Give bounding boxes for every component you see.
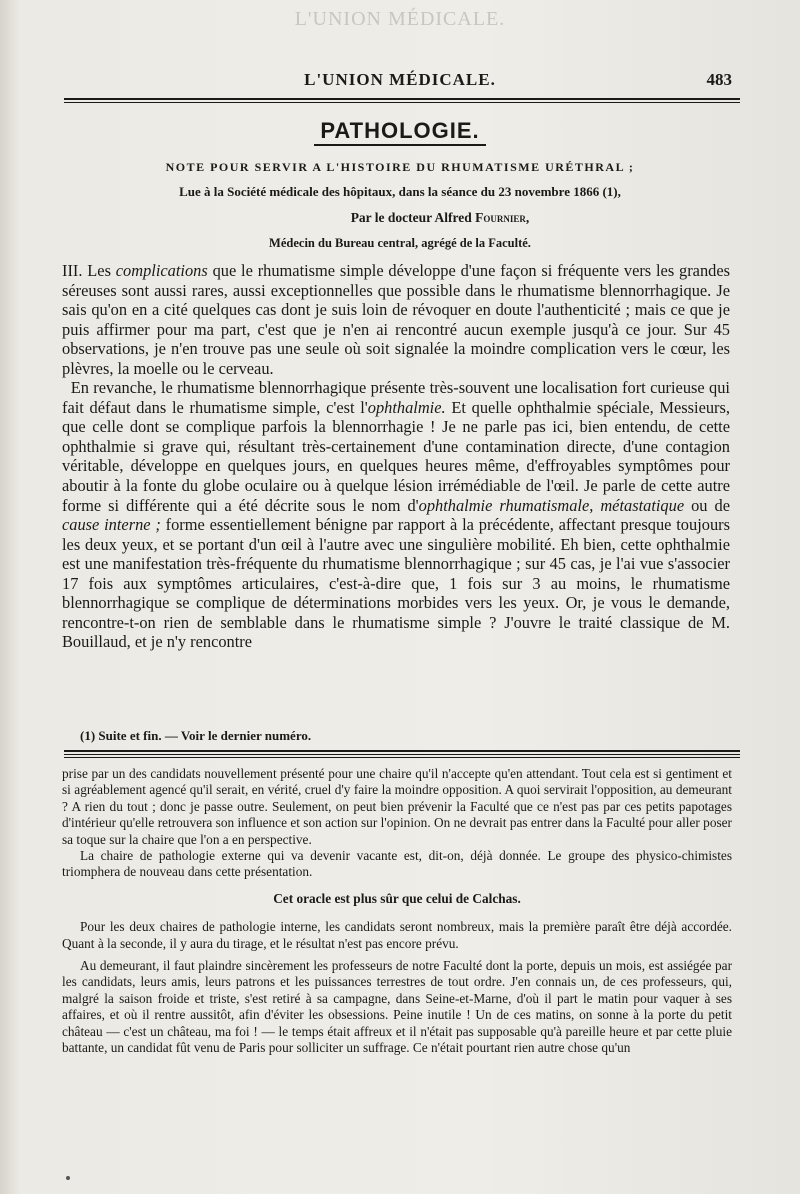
feuilleton-rule — [64, 750, 740, 752]
author-prefix: Par le docteur Alfred — [350, 210, 472, 225]
feuilleton-paragraph: La chaire de pathologie externe qui va devenir vacante est, dit-on, déjà donnée. Le groupe des physico-chimistes triomphera de nouveau dans cette présentation. — [62, 848, 732, 880]
article-body — [62, 261, 730, 652]
feuilleton-rule-thin — [64, 754, 740, 755]
section-heading — [0, 118, 800, 146]
author-line — [60, 210, 780, 226]
footnote: (1) Suite et fin. — Voir le dernier numéro. — [80, 728, 312, 743]
article-paragraph: En revanche, le rhumatisme blennorrhagique présente très-souvent une localisation fort curieuse qui fait défaut dans le rhumatisme simple, c'est l'ophthalmie. Et quelle ophthalmie spéciale, Messieurs, que celle dont se complique parfois la blennorrhagie ! Je ne parle pas ici, bien entendu, de cette ophthalmie si grave qui, résultant très-certainement d'une contamination directe, d'une contagion véritable, développe en quelques jours, en quelques heures même, d'effroyables symptômes pour aboutir à la fonte du globe oculaire ou à quelque lésion irrémédiable de l'œil. Je parle de cette autre forme si différente qui a été décrite sous le nom d'ophthalmie rhumatismale, métastatique ou de cause interne ; forme essentiellement bénigne par rapport à la précédente, affectant presque toujours les deux yeux, et se portant d'un œil à l'autre avec une singulière mobilité. Eh bien, cette ophthalmie est une manifestation très-fréquente du rhumatisme blennorrhagique ; sur 45 cas, je l'ai vue s'associer 17 fois aux symptômes articulaires, c'est-à-dire que, 1 fois sur 3 au moins, le rhumatisme blennorrhagique se complique de déterminations morbides vers les yeux. Or, je vous le demande, rencontre-t-on rien de semblable dans le rhumatisme simple ? J'ouvre le traité classique de M. Bouillaud, et je n'y rencontre — [62, 378, 730, 652]
header-rule — [64, 98, 740, 100]
note-title: NOTE POUR SERVIR A L'HISTOIRE DU RHUMATISME URÉTHRAL ; — [165, 160, 635, 174]
feuilleton-paragraph: prise par un des candidats nouvellement présenté pour une chaire qu'il n'accepte qu'en attendant. Tout cela est si gentiment et si agréablement agencé qu'il serait, en vérité, cruel d'y faire la moindre opposition. A quoi servirait l'opposition, au demeurant ? A rien du tout ; donc je passe outre. Seulement, on peut bien prévenir la Faculté que ce n'est pas par ces petits papotages d'intérieur qu'elle retrouvera son influence et son action sur l'opinion. On ne devrait pas entrer dans la Faculté pour aller poser sa toque sur la chaire que l'on a en perspective. — [62, 766, 732, 847]
print-speck — [66, 1176, 70, 1180]
feuilleton-paragraph: Pour les deux chaires de pathologie interne, les candidats seront nombreux, mais la première paraît être déjà accordée. Quant à la seconde, il y aura du tirage, et le résultat n'est pas encore prévu. — [62, 919, 732, 951]
feuilleton-rule-thin-2 — [64, 757, 740, 758]
section-title: PATHOLOGIE. — [314, 118, 485, 146]
journal-title: L'UNION MÉDICALE. — [304, 70, 496, 89]
author-title: Médecin du Bureau central, agrégé de la Faculté. — [269, 236, 531, 250]
oracle-line: Cet oracle est plus sûr que celui de Calchas. — [273, 890, 521, 906]
read-at-line: Lue à la Société médicale des hôpitaux, dans la séance du 23 novembre 1866 (1), — [179, 184, 621, 199]
feuilleton-paragraph: Au demeurant, il faut plaindre sincèrement les professeurs de notre Faculté dont la porte, depuis un mois, est assiégée par les candidats, leurs amis, leurs patrons et les puissances terrestres de tout ordre. J'en connais un, de ces professeurs, qui, malgré la saison froide et triste, s'est retiré à sa campagne, dans Seine-et-Marne, d'où il part le matin pour vaquer à ses affaires, et où il rentre aussitôt, afin d'éviter les obsessions. Peine inutile ! Un de ces matins, on sonne à la porte du petit château — c'est un château, ma foi ! — le temps était affreux et il n'était pas supposable qu'à pareille heure et par cette pluie battante, un candidat fût venu de Paris pour solliciter un suffrage. Ce n'était pourtant rien autre chose qu'un — [62, 958, 732, 1056]
page-number: 483 — [706, 70, 732, 89]
feuilleton-body — [62, 766, 732, 1057]
article-paragraph: III. Les complications que le rhumatisme simple développe d'une façon si fréquente vers les grandes séreuses sont aussi rares, aussi exceptionnelles que possible dans le rhumatisme blennorrhagique. Je sais qu'on en a cité quelques cas dont je suis loin de révoquer en doute l'authenticité ; mais ce que je puis affirmer pour ma part, c'est que je n'en ai rencontré aucun exemple jusqu'à ce jour. Sur 45 observations, je n'en trouve pas une seule où soit signalée la moindre complication vers le cœur, les plèvres, la moelle ou le cerveau. — [62, 261, 730, 378]
running-header — [60, 70, 740, 96]
header-rule-thin — [64, 102, 740, 103]
ghost-header: L'UNION MÉDICALE. — [294, 8, 506, 30]
author-name: Fournier, — [475, 210, 530, 225]
